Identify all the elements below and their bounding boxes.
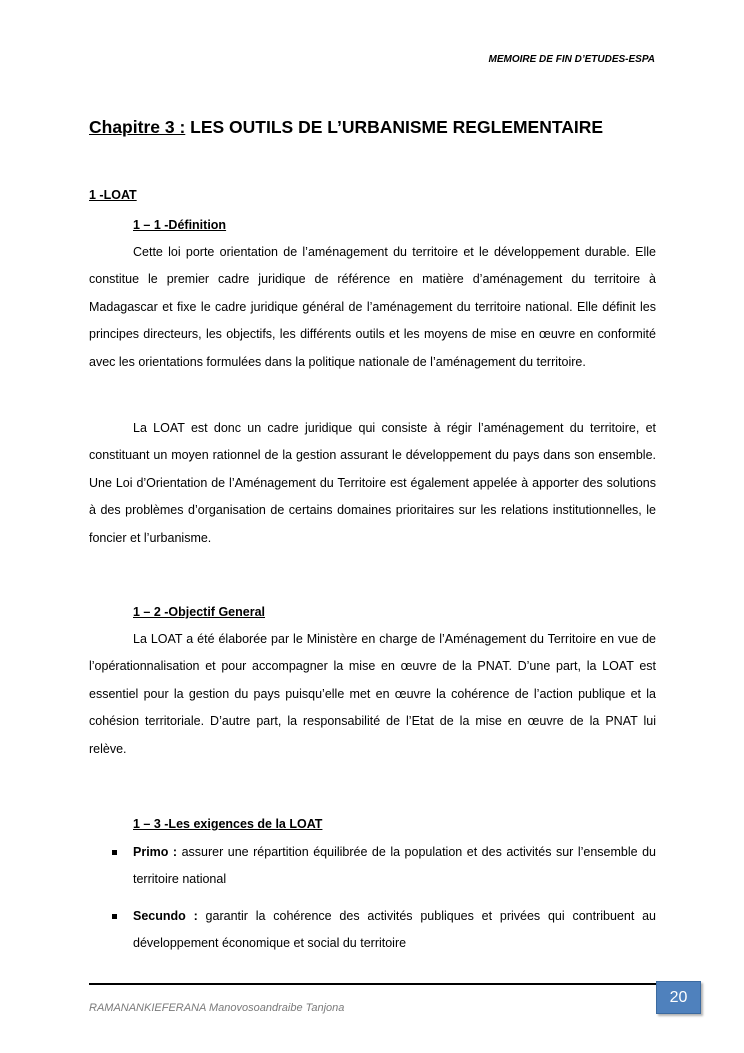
bullet-lead: Secundo :: [133, 909, 198, 923]
square-bullet-icon: [112, 850, 117, 855]
subsection-title-definition: 1 – 1 -Définition: [133, 218, 227, 232]
bullet-lead: Primo :: [133, 845, 178, 859]
bullet-text: garantir la cohérence des activités publiques et privées qui contribuent au développement économique et social du territoire: [133, 909, 656, 950]
exigences-list: [110, 839, 656, 957]
paragraph-definition-2: La LOAT est donc un cadre juridique qui consiste à régir l’aménagement du territoire, et constituant un moyen rationnel de la gestion assurant le développement du pays dans son ensemble. Une Loi d’Orientation de l’Aménagement du Territoire est également appelée à apporter des solutions à des problèmes d’organisation de certains domaines prioritaires sur les relations institutionnelles, le foncier et l’urbanisme.: [89, 421, 656, 545]
list-item: [110, 903, 656, 957]
page-number-badge: 20: [656, 981, 701, 1014]
footer-author: RAMANANKIEFERANA Manovosoandraibe Tanjona: [89, 1002, 345, 1014]
chapter-number: Chapitre 3 :: [89, 117, 186, 137]
list-item: [110, 839, 656, 893]
square-bullet-icon: [112, 914, 117, 919]
chapter-title: LES OUTILS DE L’URBANISME REGLEMENTAIRE: [190, 117, 604, 137]
section-title-loat: 1 -LOAT: [89, 188, 137, 202]
chapter-heading: [89, 117, 603, 138]
subsection-title-objectif: 1 – 2 -Objectif General: [133, 605, 265, 619]
paragraph-objectif: La LOAT a été élaborée par le Ministère en charge de l’Aménagement du Territoire en vue de l’opérationnalisation et pour accompagner la mise en œuvre de la PNAT. D’une part, la LOAT est essentiel pour la gestion du pays puisqu’elle met en œuvre la cohérence de l’action publique et la cohésion territoriale. D’autre part, la responsabilité de l’Etat de la mise en œuvre de la PNAT lui relève.: [89, 632, 656, 756]
footer-divider: [89, 983, 656, 985]
subsection-title-exigences: 1 – 3 -Les exigences de la LOAT: [133, 817, 323, 831]
running-header: MEMOIRE DE FIN D’ETUDES-ESPA: [488, 54, 655, 65]
bullet-text: assurer une répartition équilibrée de la population et des activités sur l’ensemble du territoire national: [133, 845, 656, 886]
paragraph-definition-1: Cette loi porte orientation de l’aménagement du territoire et le développement durable. Elle constitue le premier cadre juridique de référence en matière d’aménagement du territoire à Madagascar et fixe le cadre juridique général de l’aménagement du territoire national. Elle définit les principes directeurs, les objectifs, les différents outils et les moyens de mise en œuvre en conformité avec les orientations formulées dans la politique nationale de l’aménagement du territoire.: [89, 245, 656, 369]
